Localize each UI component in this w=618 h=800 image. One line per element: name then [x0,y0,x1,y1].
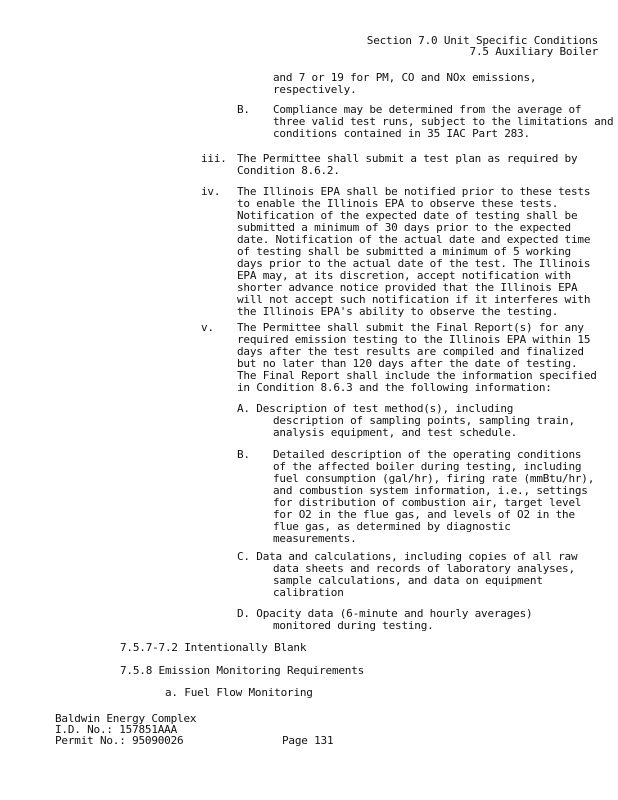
item-marker: B. [237,448,250,461]
body-line: days prior to the actual date of the test. The Illinois [237,257,591,270]
body-line: days after the test results are compiled and finalized [237,345,584,358]
body-line: data sheets and records of laboratory analyses, [273,562,575,575]
item-marker: iv. [201,185,221,198]
body-line: for distribution of combustion air, target level [273,496,582,509]
subsection-heading: a. Fuel Flow Monitoring [165,686,313,699]
body-line: sample calculations, and data on equipment [273,574,543,587]
header-subsection-title: 7.5 Auxiliary Boiler [469,45,598,58]
footer-page-number: Page 131 [282,734,334,747]
body-line: respectively. [273,83,357,96]
body-line: will not accept such notification if it interferes with [237,293,591,306]
body-line: Condition 8.6.2. [237,164,340,177]
body-line: analysis equipment, and test schedule. [273,426,518,439]
body-line: description of sampling points, sampling train, [273,414,575,427]
body-line: measurements. [273,532,357,545]
section-heading: 7.5.7-7.2 Intentionally Blank [120,641,307,654]
body-line: Detailed description of the operating conditions [273,448,582,461]
body-line: but no later than 120 days after the date of testing. [237,357,578,370]
footer-id-number: I.D. No.: 157851AAA [55,723,178,736]
body-line: monitored during testing. [273,619,434,632]
body-line: in Condition 8.6.3 and the following information: [237,381,552,394]
item-marker: v. [201,321,214,334]
body-line: The Illinois EPA shall be notified prior to these tests [237,185,591,198]
body-line: D. Opacity data (6-minute and hourly averages) [237,607,533,620]
body-line: The Permittee shall submit a test plan as required by [237,152,578,165]
body-line: Notification of the expected date of testing shall be [237,209,578,222]
body-line: of the affected boiler during testing, including [273,460,582,473]
body-line: three valid test runs, subject to the limitations and [273,115,614,128]
footer-permit-number: Permit No.: 95090026 [55,734,184,747]
body-line: date. Notification of the actual date and expected time [237,233,591,246]
body-line: A. Description of test method(s), including [237,402,514,415]
body-line: the Illinois EPA's ability to observe the testing. [237,305,559,318]
body-line: C. Data and calculations, including copies of all raw [237,550,578,563]
body-line: and 7 or 19 for PM, CO and NOx emissions, [273,71,537,84]
body-line: flue gas, as determined by diagnostic [273,520,511,533]
body-line: fuel consumption (gal/hr), firing rate (mmBtu/hr), [273,472,595,485]
body-line: calibration [273,586,344,599]
body-line: for O2 in the flue gas, and levels of O2 in the [273,508,575,521]
body-line: required emission testing to the Illinois EPA within 15 [237,333,591,346]
header-section-title: Section 7.0 Unit Specific Conditions [366,34,598,47]
item-marker: iii. [201,152,227,165]
body-line: and combustion system information, i.e., settings [273,484,588,497]
item-marker: B. [237,103,250,116]
body-line: Compliance may be determined from the average of [273,103,582,116]
body-line: conditions contained in 35 IAC Part 283. [273,127,530,140]
body-line: shorter advance notice provided that the Illinois EPA [237,281,578,294]
section-heading: 7.5.8 Emission Monitoring Requirements [120,664,365,677]
body-line: The Permittee shall submit the Final Report(s) for any [237,321,584,334]
footer-facility: Baldwin Energy Complex [55,712,197,725]
body-line: submitted a minimum of 30 days prior to the expected [237,221,571,234]
body-line: EPA may, at its discretion, accept notification with [237,269,571,282]
body-line: to enable the Illinois EPA to observe these tests. [237,197,559,210]
body-line: of testing shall be submitted a minimum of 5 working [237,245,571,258]
body-line: The Final Report shall include the information specified [237,369,597,382]
